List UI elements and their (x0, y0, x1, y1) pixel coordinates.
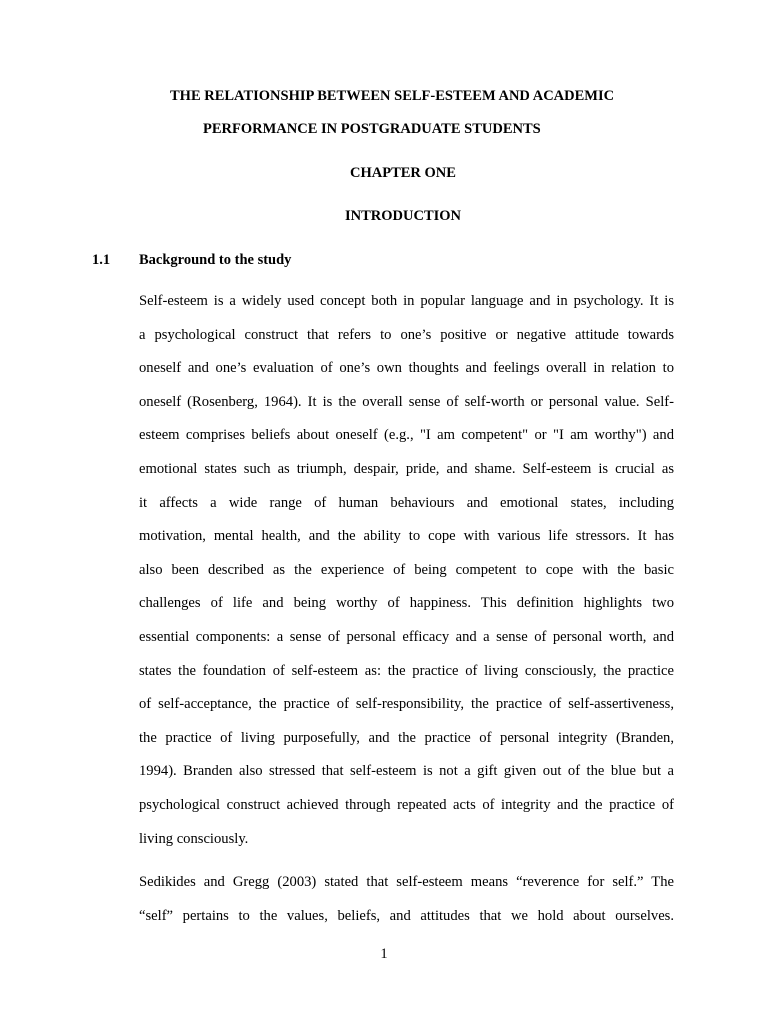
text-line: essential components: a sense of personal efficacy and a sense of personal worth, and (139, 628, 674, 645)
body-paragraph-1 (139, 285, 674, 856)
document-title-line-1: THE RELATIONSHIP BETWEEN SELF-ESTEEM AND ACADEMIC (170, 88, 615, 104)
text-line: it affects a wide range of human behaviours and emotional states, including (139, 494, 674, 511)
text-line: motivation, mental health, and the ability to cope with various life stressors. It has (139, 528, 674, 545)
text-line: also been described as the experience of being competent to cope with the basic (139, 561, 674, 578)
text-line: of self-acceptance, the practice of self-responsibility, the practice of self-assertiveness, (139, 696, 674, 713)
text-line: 1994). Branden also stressed that self-esteem is not a gift given out of the blue but a (139, 763, 674, 780)
text-line: emotional states such as triumph, despair, pride, and shame. Self-esteem is crucial as (139, 460, 674, 477)
text-line: “self” pertains to the values, beliefs, and attitudes that we hold about ourselves. (139, 907, 674, 924)
text-line: Self-esteem is a widely used concept both in popular language and in psychology. It is (139, 293, 674, 309)
text-line: a psychological construct that refers to one’s positive or negative attitude towards (139, 326, 674, 343)
text-line: esteem comprises beliefs about oneself (e.g., "I am competent" or "I am worthy") and (139, 427, 674, 444)
chapter-title: INTRODUCTION (345, 208, 462, 224)
text-line: oneself and one’s evaluation of one’s own thoughts and feelings overall in relation to (139, 360, 674, 377)
text-line: states the foundation of self-esteem as: the practice of living consciously, the practice (139, 662, 674, 679)
text-line: challenges of life and being worthy of happiness. This definition highlights two (139, 595, 674, 612)
section-heading (92, 252, 291, 269)
text-line: psychological construct achieved through repeated acts of integrity and the practice of (139, 796, 674, 813)
text-line: oneself (Rosenberg, 1964). It is the overall sense of self-worth or personal value. Self- (139, 393, 674, 410)
page-number: 1 (380, 946, 388, 962)
text-line: the practice of living purposefully, and the practice of personal integrity (Branden, (139, 729, 674, 746)
body-paragraph-2 (139, 866, 674, 933)
text-line: living consciously. (139, 830, 249, 847)
document-title-line-2: PERFORMANCE IN POSTGRADUATE STUDENTS (203, 121, 541, 137)
text-line: Sedikides and Gregg (2003) stated that self-esteem means “reverence for self.” The (139, 874, 674, 890)
section-title: Background to the study (139, 252, 292, 268)
chapter-label: CHAPTER ONE (350, 165, 456, 181)
section-number: 1.1 (92, 252, 111, 268)
